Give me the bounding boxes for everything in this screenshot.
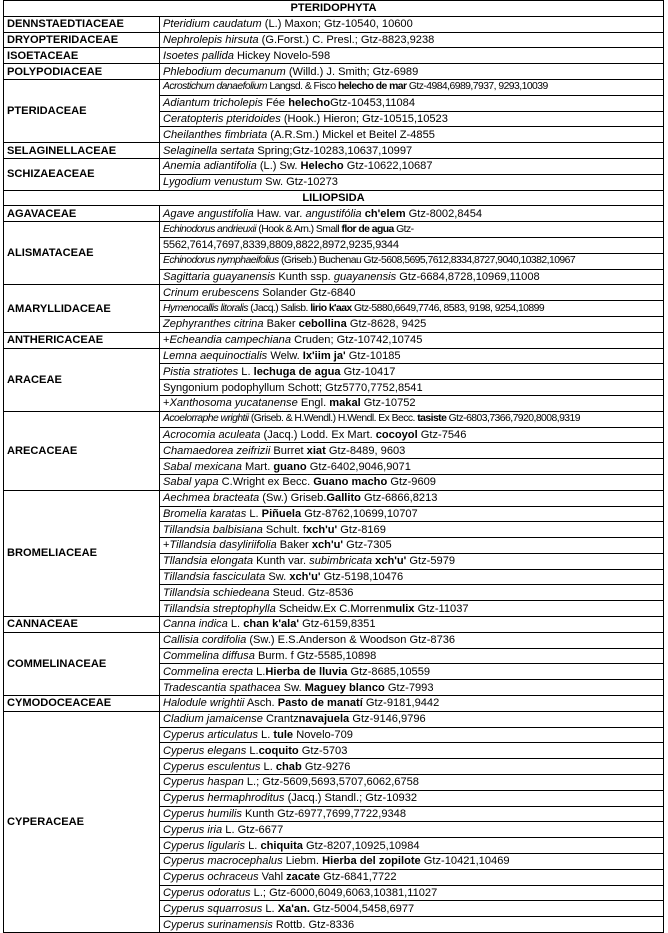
species-entry	[160, 269, 664, 285]
species-name: Anemia adiantifolia	[163, 160, 257, 173]
species-name: Cyperus macrocephalus	[163, 855, 283, 868]
citation-text: (Jacq.) Lodd. Ex Mart.	[260, 428, 376, 441]
species-name: Cladium jamaicense	[163, 713, 263, 726]
species-name: Tradescantia spathacea	[163, 681, 281, 694]
citation-text: Haw. var.	[253, 207, 306, 220]
section-header-row	[4, 1, 664, 17]
species-name: Selaginella sertata	[163, 144, 255, 157]
species-name: Acrostichum danaefolium	[163, 81, 268, 93]
species-name: Tillandsia balbisiana	[163, 523, 263, 536]
table-row	[4, 411, 664, 427]
species-entry	[160, 332, 664, 348]
species-name: Adiantum tricholepis	[163, 97, 263, 110]
family-name: DRYOPTERIDACEAE	[4, 32, 160, 48]
citation-text: L.	[227, 618, 244, 631]
citation-text: Gtz-5004,5458,6977	[309, 902, 415, 915]
citation-text: Crantz	[262, 713, 299, 726]
species-entry	[160, 48, 664, 64]
citation-text: Gtz-7546	[417, 428, 467, 441]
citation-text: L.	[245, 839, 261, 852]
species-entry	[160, 632, 664, 648]
species-name: Cyperus squarrosus	[163, 902, 263, 915]
citation-text: Gtz-8489, 9603	[325, 444, 406, 457]
species-name: Isoetes pallida	[163, 49, 234, 62]
citation-text: Gtz-10622,10687	[343, 160, 433, 173]
table-row	[4, 285, 664, 301]
citation-text: Gtz-9609	[387, 476, 436, 489]
species-entry	[160, 854, 664, 870]
table-row	[4, 206, 664, 222]
species-name: guayanensis	[333, 270, 397, 283]
common-name: Ix'iim ja'	[302, 349, 346, 362]
common-name: makal	[329, 397, 361, 410]
species-entry	[160, 585, 664, 601]
citation-text: Burret	[270, 444, 307, 457]
citation-text: Gtz-8762,10699,10707	[301, 507, 418, 520]
species-entry	[160, 253, 664, 269]
species-entry	[160, 380, 664, 396]
common-name: Pasto de manatí	[277, 697, 363, 710]
species-name: subimbricata	[309, 555, 373, 568]
citation-text: Spring;Gtz-10283,10637,10997	[254, 144, 413, 157]
species-entry	[160, 174, 664, 190]
citation-text: Fée	[262, 97, 289, 110]
table-row	[4, 16, 664, 32]
citation-text: Gtz-8002,8454	[405, 207, 483, 220]
species-name: Commelina erecta	[163, 665, 254, 678]
citation-text: (Hook & Arn.) Small	[256, 223, 342, 235]
species-entry	[160, 917, 664, 933]
table-row	[4, 32, 664, 48]
family-name: AGAVACEAE	[4, 206, 160, 222]
species-entry	[160, 522, 664, 538]
citation-text: C.Wright ex Becc.	[218, 476, 314, 489]
citation-text: Asch.	[244, 697, 278, 710]
citation-text: +	[163, 397, 170, 410]
citation-text: L.	[257, 729, 274, 742]
common-name: lirio k'aax	[310, 302, 352, 314]
citation-text: Sw.	[265, 571, 290, 584]
species-entry	[160, 711, 664, 727]
species-entry	[160, 143, 664, 159]
table-row	[4, 143, 664, 159]
citation-text: L.	[253, 665, 266, 678]
table-row	[4, 632, 664, 648]
citation-text: Gtz-8169	[337, 523, 386, 536]
citation-text: Gtz-7993	[384, 681, 434, 694]
species-name: Commelina diffusa	[163, 650, 255, 663]
citation-text: L.; Gtz-5609,5693,5707,6062,6758	[243, 776, 419, 789]
common-name: tasiste	[417, 413, 447, 425]
citation-text: Gtz-9181,9442	[362, 697, 440, 710]
family-name: ARACEAE	[4, 348, 160, 411]
species-entry	[160, 506, 664, 522]
citation-text: Gtz-6866,8213	[360, 492, 438, 505]
species-entry	[160, 901, 664, 917]
citation-text: Steud. Gtz-8536	[269, 586, 354, 599]
citation-text: Sw.	[280, 681, 305, 694]
table-row	[4, 490, 664, 506]
citation-text: Gtz-8685,10559	[347, 665, 431, 678]
species-entry	[160, 885, 664, 901]
species-entry	[160, 838, 664, 854]
species-entry	[160, 790, 664, 806]
citation-text: (Willd.) J. Smith; Gtz-6989	[285, 65, 419, 78]
citation-text: Syngonium podophyllum Schott; Gtz5770,7752,8541	[163, 381, 423, 394]
citation-text: Gtz-11037	[414, 602, 469, 615]
species-name: Halodule wrightii	[163, 697, 245, 710]
common-name: Helecho	[300, 160, 344, 173]
citation-text: Gtz-4984,6989,7937, 9293,10039	[406, 81, 548, 93]
common-name: Maguey blanco	[304, 681, 385, 694]
family-name: COMMELINACEAE	[4, 632, 160, 695]
citation-text: Gtz-8628, 9425	[346, 318, 427, 331]
species-name: Sabal yapa	[163, 476, 219, 489]
citation-text: Welw.	[267, 349, 303, 362]
species-name: Tillandsia schiedeana	[163, 586, 270, 599]
species-name: Cyperus hermaphroditus	[163, 792, 285, 805]
citation-text: Gtz-9276	[301, 760, 351, 773]
species-entry	[160, 32, 664, 48]
species-entry	[160, 127, 664, 143]
citation-text: Gtz-7305	[343, 539, 392, 552]
citation-text: (Jacq.) Salisb.	[247, 302, 311, 314]
species-entry	[160, 727, 664, 743]
species-name: Bromelia karatas	[163, 507, 247, 520]
citation-text: L. Gtz-6677	[222, 823, 284, 836]
citation-text: L.	[260, 760, 276, 773]
species-name: Aechmea bracteata	[163, 492, 260, 505]
common-name: Hierba del zopilote	[322, 855, 421, 868]
citation-text: Gtz-5198,10476	[320, 571, 404, 584]
species-name: angustifólia	[305, 207, 362, 220]
common-name: helecho	[288, 97, 331, 110]
species-name: Echeandia campechiana	[169, 334, 291, 347]
common-name: xch'u'	[375, 555, 407, 568]
species-entry	[160, 158, 664, 174]
species-name: Cheilanthes fimbriata	[163, 128, 268, 141]
citation-text: L.; Gtz-6000,6049,6063,10381,11027	[250, 887, 438, 900]
citation-text: Gtz-6803,7366,7920,8008,9319	[446, 413, 580, 425]
family-name: ANTHERICACEAE	[4, 332, 160, 348]
species-name: Cyperus articulatus	[163, 729, 258, 742]
species-entry	[160, 411, 664, 427]
species-name: Cyperus humilis	[163, 808, 242, 821]
species-name: Zephyranthes citrina	[163, 318, 264, 331]
common-name: cebollina	[298, 318, 347, 331]
citation-text: L.	[238, 365, 254, 378]
species-entry	[160, 775, 664, 791]
family-name: DENNSTAEDTIACEAE	[4, 16, 160, 32]
citation-text: (Hook.) Hieron; Gtz-10515,10523	[280, 112, 448, 125]
citation-text: Gtz-8207,10925,10984	[302, 839, 420, 852]
species-entry	[160, 743, 664, 759]
common-name: ch'elem	[364, 207, 406, 220]
species-entry	[160, 395, 664, 411]
common-name: navajuela	[298, 713, 350, 726]
species-name: Lygodium venustum	[163, 176, 263, 189]
citation-text: Engl.	[297, 397, 330, 410]
species-entry	[160, 64, 664, 80]
common-name: zacate	[286, 871, 321, 884]
citation-text: Scheidw.Ex C.Morren	[275, 602, 386, 615]
citation-text: Gtz-5703	[298, 744, 348, 757]
citation-text: Mart.	[241, 460, 274, 473]
species-entry	[160, 443, 664, 459]
citation-text: Kunth var.	[253, 555, 310, 568]
species-entry	[160, 348, 664, 364]
citation-text: +	[163, 334, 170, 347]
species-entry	[160, 569, 664, 585]
citation-text: Gtz-10185	[345, 349, 401, 362]
citation-text: Sw. Gtz-10273	[262, 176, 338, 189]
citation-text: (Griseb.) Buchenau Gtz-5608,5695,7612,8334,8727,9040,10382,10967	[278, 255, 576, 267]
citation-text: (G.Forst.) C. Presl.; Gtz-8823,9238	[258, 33, 435, 46]
family-name: CYMODOCEACEAE	[4, 696, 160, 712]
citation-text: L.	[246, 744, 259, 757]
common-name: Hierba de lluvia	[265, 665, 348, 678]
citation-text: L.	[262, 902, 278, 915]
species-name: Echinodorus nymphaeifolius	[163, 255, 279, 267]
citation-text: Kunth ssp.	[275, 270, 334, 283]
table-row	[4, 158, 664, 174]
species-entry	[160, 364, 664, 380]
species-name: Cyperus ochraceus	[163, 871, 259, 884]
common-name: helecho de mar	[337, 81, 407, 93]
citation-text: Rottb. Gtz-8336	[272, 918, 355, 931]
species-name: Hymenocallis litoralis	[163, 302, 248, 314]
citation-text: Gtz-10421,10469	[420, 855, 510, 868]
species-entry	[160, 759, 664, 775]
species-entry	[160, 806, 664, 822]
species-entry	[160, 459, 664, 475]
species-name: Pistia stratiotes	[163, 365, 239, 378]
species-name: Sagittaria guayanensis	[163, 270, 276, 283]
citation-text: Schult. f	[262, 523, 306, 536]
citation-text: (L.) Sw.	[256, 160, 301, 173]
common-name: xiat	[306, 444, 326, 457]
species-name: Lemna aequinoctialis	[163, 349, 268, 362]
species-entry	[160, 237, 664, 253]
species-entry	[160, 664, 664, 680]
citation-text: Cruden; Gtz-10742,10745	[291, 334, 423, 347]
species-entry	[160, 822, 664, 838]
citation-text: Gtz-6684,8728,10969,11008	[396, 270, 540, 283]
species-entry	[160, 16, 664, 32]
species-name: Acoelorraphe wrightii	[163, 413, 249, 425]
species-entry	[160, 79, 664, 95]
species-name: Phlebodium decumanum	[163, 65, 286, 78]
citation-text: Gtz-5880,6649,7746, 8583, 9198, 9254,10899	[351, 302, 545, 314]
species-entry	[160, 696, 664, 712]
species-entry	[160, 474, 664, 490]
species-name: Chamaedorea zeifrizii	[163, 444, 271, 457]
section-title: LILIOPSIDA	[4, 190, 664, 206]
species-entry	[160, 680, 664, 696]
citation-text: Kunth Gtz-6977,7699,7722,9348	[241, 808, 406, 821]
common-name: guano	[273, 460, 307, 473]
species-entry	[160, 222, 664, 238]
table-row	[4, 696, 664, 712]
common-name: Guano macho	[313, 476, 388, 489]
species-entry	[160, 206, 664, 222]
common-name: xch'u'	[305, 523, 338, 536]
citation-text: Gtz-	[393, 223, 414, 235]
citation-text: 5562,7614,7697,8339,8809,8822,8972,9235,9344	[163, 239, 399, 252]
citation-text: Baker	[276, 539, 312, 552]
species-name: Cyperus haspan	[163, 776, 244, 789]
family-name: SELAGINELLACEAE	[4, 143, 160, 159]
species-name: Tillandsia fasciculata	[163, 571, 266, 584]
species-entry	[160, 95, 664, 111]
common-name: chan k'ala'	[243, 618, 300, 631]
species-name: Nephrolepis hirsuta	[163, 33, 259, 46]
species-name: Pteridium caudatum	[163, 18, 262, 31]
common-name: flor de agua	[341, 223, 394, 235]
common-name: xch'u'	[289, 571, 321, 584]
common-name: Piñuela	[261, 507, 302, 520]
species-name: Crinum erubescens	[163, 286, 260, 299]
citation-text: Gtz-6841,7722	[320, 871, 397, 884]
common-name: cocoyol	[375, 428, 418, 441]
species-name: Echinodorus andrieuxii	[163, 223, 257, 235]
common-name: tule	[273, 729, 294, 742]
citation-text: Burm. f Gtz-5585,10898	[254, 650, 377, 663]
species-entry	[160, 617, 664, 633]
citation-text: (A.R.Sm.) Mickel et Beitel Z-4855	[267, 128, 435, 141]
citation-text: Liebm.	[282, 855, 323, 868]
family-name: ISOETACEAE	[4, 48, 160, 64]
species-table	[3, 0, 664, 933]
species-entry	[160, 427, 664, 443]
species-name: Cyperus odoratus	[163, 887, 251, 900]
table-row	[4, 332, 664, 348]
species-name: Cyperus elegans	[163, 744, 247, 757]
citation-text: Gtz-6402,9046,9071	[306, 460, 411, 473]
species-name: Cyperus ligularis	[163, 839, 246, 852]
species-name: Cyperus surinamensis	[163, 918, 273, 931]
species-entry	[160, 111, 664, 127]
citation-text: Gtz-6159,8351	[299, 618, 376, 631]
family-name: BROMELIACEAE	[4, 490, 160, 616]
species-name: Acrocomia aculeata	[163, 428, 261, 441]
common-name: lechuga de agua	[253, 365, 341, 378]
species-name: Cyperus iria	[163, 823, 223, 836]
species-name: Agave angustifolia	[163, 207, 254, 220]
table-row	[4, 79, 664, 95]
species-name: Callisia cordifolia	[163, 634, 247, 647]
table-row	[4, 64, 664, 80]
section-header-row	[4, 190, 664, 206]
family-name: CYPERACEAE	[4, 711, 160, 932]
species-entry	[160, 285, 664, 301]
table-row	[4, 711, 664, 727]
table-row	[4, 222, 664, 238]
common-name: coquito	[258, 744, 299, 757]
citation-text: (Jacq.) Standl.; Gtz-10932	[284, 792, 418, 805]
table-row	[4, 48, 664, 64]
species-name: Tillandsia dasyliriifolia	[169, 539, 277, 552]
species-name: Xanthosoma yucatanense	[169, 397, 298, 410]
table-row	[4, 617, 664, 633]
citation-text: Hickey Novelo-598	[233, 49, 331, 62]
family-name: ALISMATACEAE	[4, 222, 160, 285]
species-entry	[160, 538, 664, 554]
species-entry	[160, 553, 664, 569]
family-name: ARECACEAE	[4, 411, 160, 490]
species-name: Tllandsia elongata	[163, 555, 254, 568]
common-name: mulix	[385, 602, 415, 615]
citation-text: Gtz-5979	[406, 555, 456, 568]
citation-text: Langsd. & Fisco	[267, 81, 338, 93]
species-entry	[160, 601, 664, 617]
species-entry	[160, 316, 664, 332]
citation-text: (Griseb. & H.Wendl.) H.Wendl. Ex Becc.	[248, 413, 418, 425]
family-name: CANNACEAE	[4, 617, 160, 633]
citation-text: Solander Gtz-6840	[259, 286, 356, 299]
citation-text: Baker	[263, 318, 299, 331]
section-title: PTERIDOPHYTA	[4, 1, 664, 17]
citation-text: +	[163, 539, 170, 552]
species-name: Sabal mexicana	[163, 460, 242, 473]
citation-text: (Sw.) Griseb.	[259, 492, 327, 505]
species-entry	[160, 301, 664, 317]
citation-text: Gtz-10453,11084	[330, 97, 416, 110]
citation-text: Novelo-709	[293, 729, 353, 742]
table-row	[4, 348, 664, 364]
family-name: SCHIZAEACEAE	[4, 158, 160, 190]
citation-text: (L.) Maxon; Gtz-10540, 10600	[261, 18, 413, 31]
citation-text: Gtz-10417	[340, 365, 396, 378]
species-entry	[160, 490, 664, 506]
common-name: chiquita	[260, 839, 303, 852]
common-name: xch'u'	[311, 539, 343, 552]
species-name: Cyperus esculentus	[163, 760, 261, 773]
citation-text: L.	[246, 507, 262, 520]
family-name: PTERIDACEAE	[4, 79, 160, 142]
common-name: chab	[275, 760, 302, 773]
species-table-body	[4, 1, 664, 933]
citation-text: Gtz-9146,9796	[349, 713, 426, 726]
family-name: AMARYLLIDACEAE	[4, 285, 160, 332]
species-entry	[160, 869, 664, 885]
citation-text: Vahl	[258, 871, 287, 884]
species-entry	[160, 648, 664, 664]
species-name: Tillandsia streptophylla	[163, 602, 276, 615]
species-name: Canna indica	[163, 618, 228, 631]
common-name: Xa'an.	[277, 902, 310, 915]
citation-text: (Sw.) E.S.Anderson & Woodson Gtz-8736	[246, 634, 456, 647]
family-name: POLYPODIACEAE	[4, 64, 160, 80]
citation-text: Gtz-10752	[360, 397, 416, 410]
species-name: Ceratopteris pteridoides	[163, 112, 281, 125]
common-name: Gallito	[326, 492, 361, 505]
